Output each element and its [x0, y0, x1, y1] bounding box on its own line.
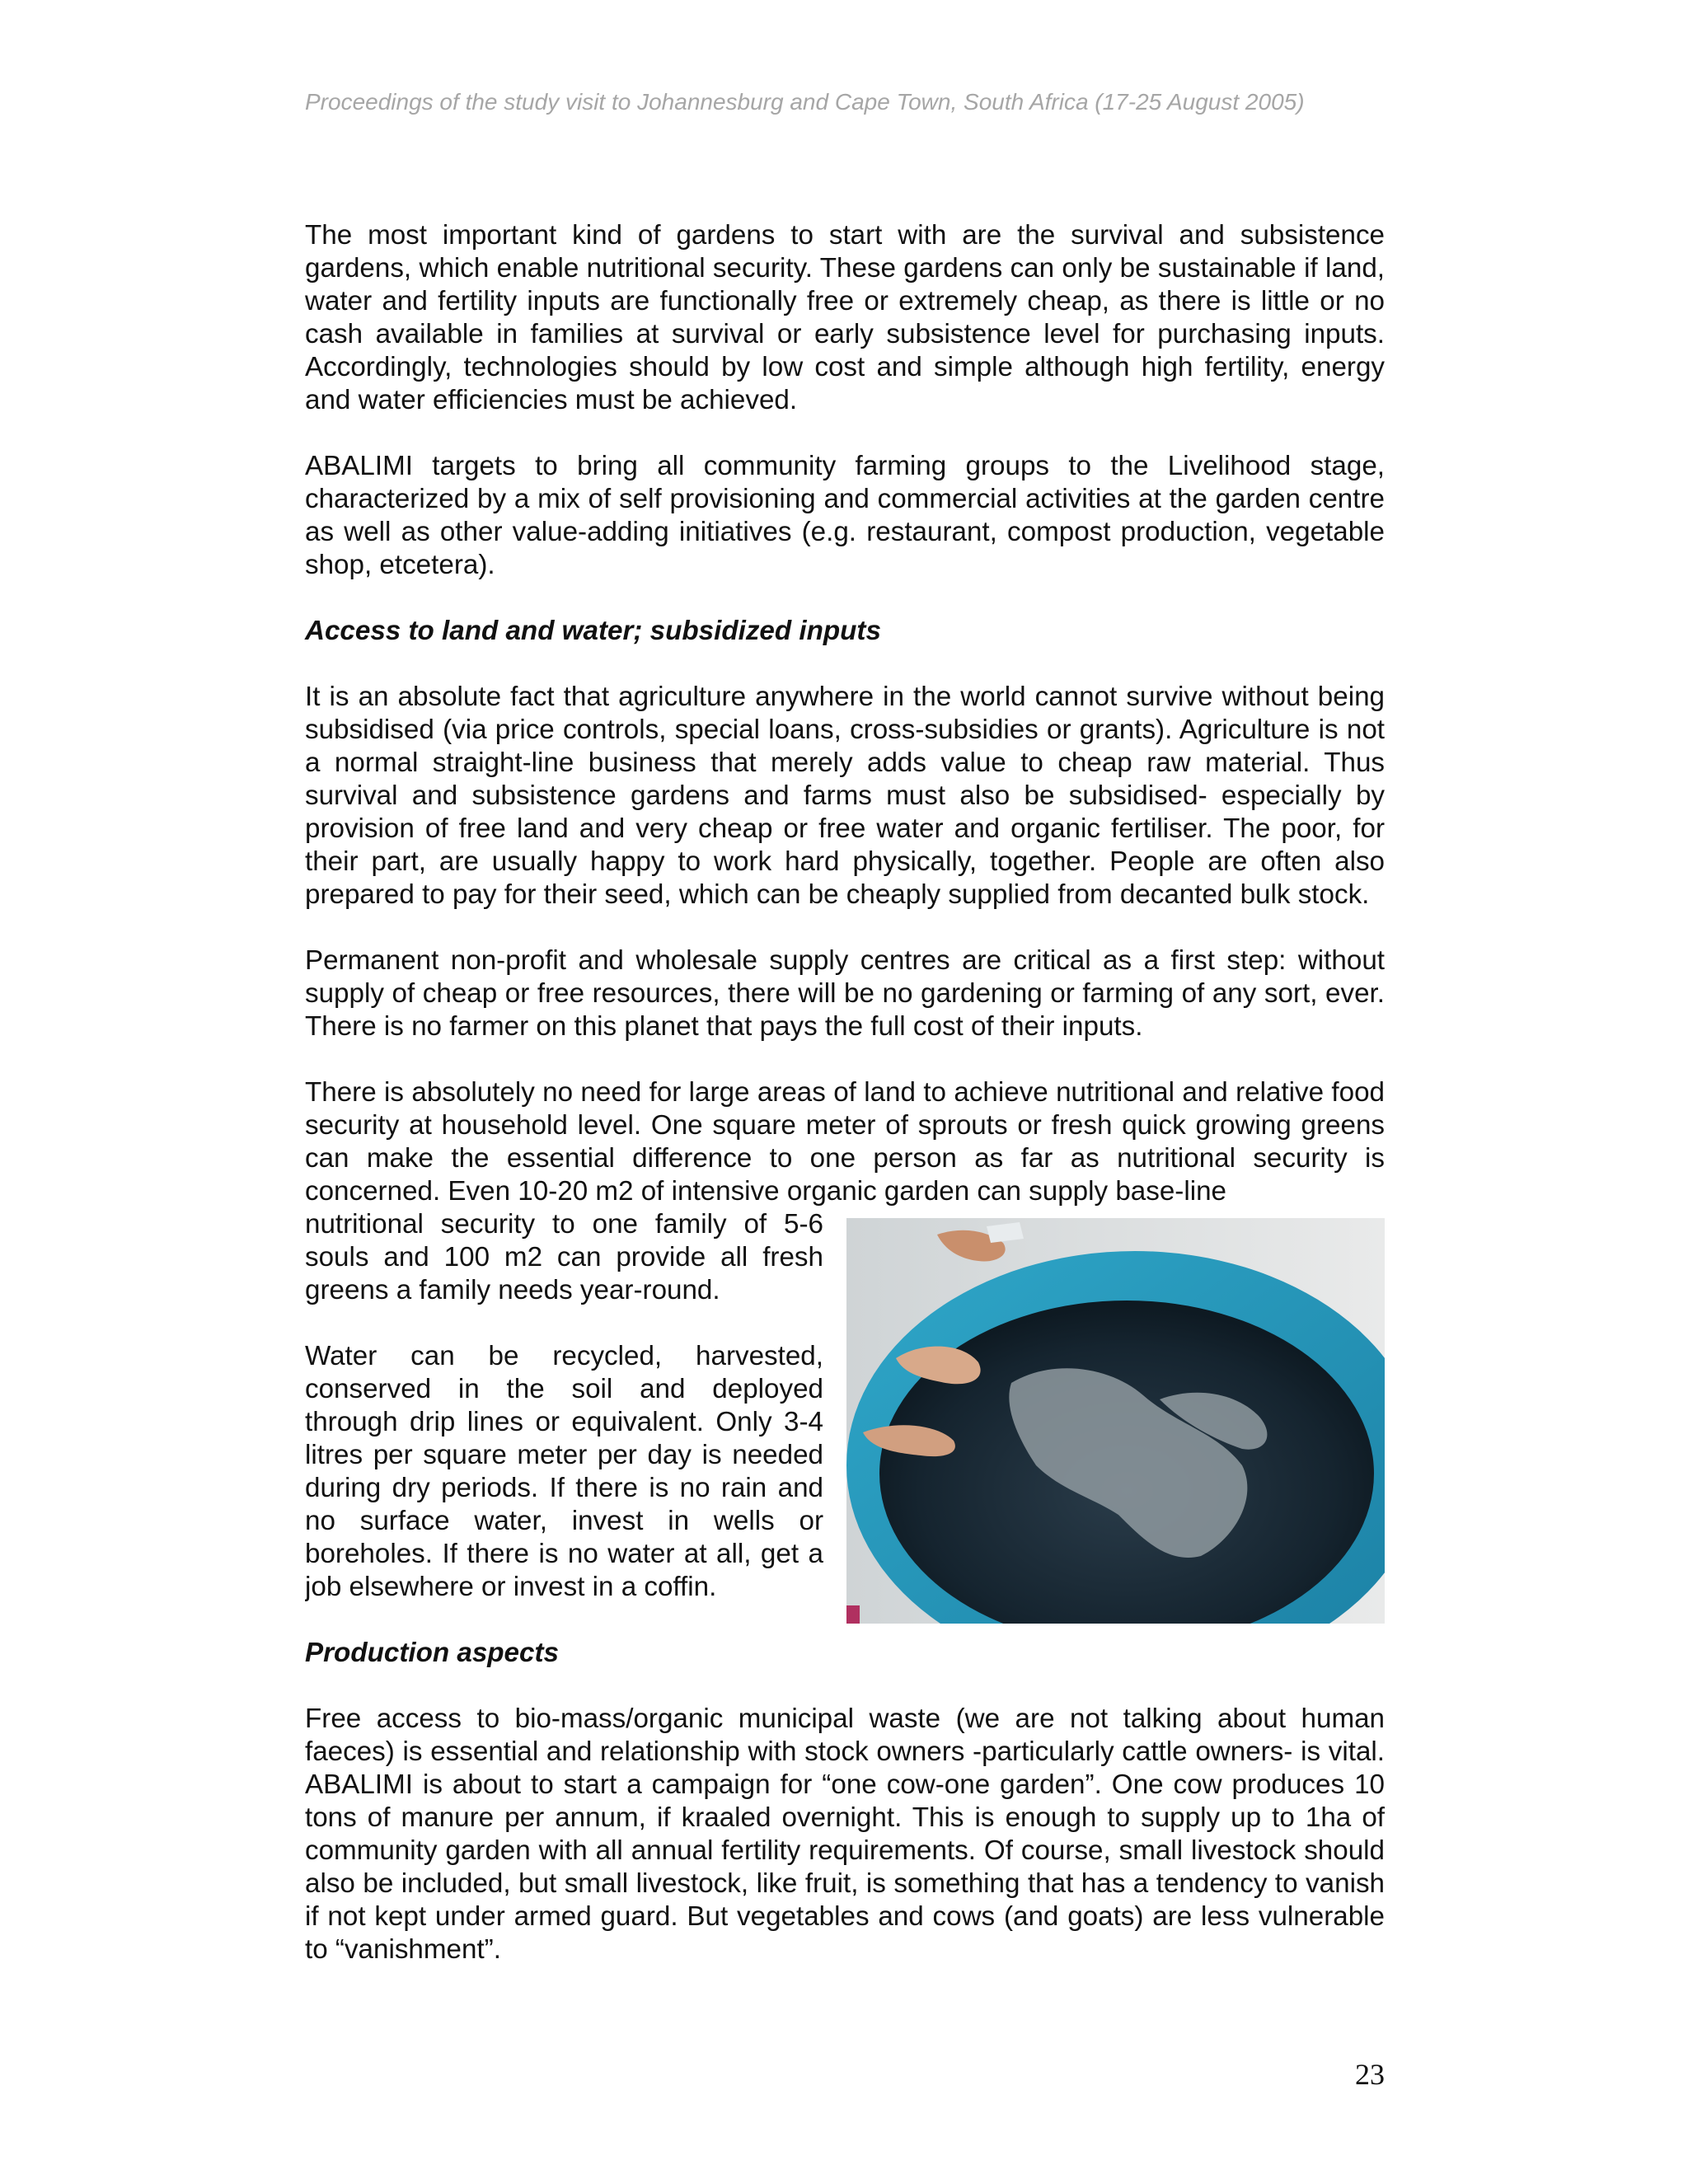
paragraph-land-area: nutritional security to one family of 5-6 souls and 100 m2 can provide all fresh greens a family needs year-round. [305, 1209, 823, 1305]
page-number: 23 [1355, 2058, 1385, 2091]
paragraph-survival-gardens: The most important kind of gardens to start with are the survival and subsistence gardens, which enable nutritional security. These gardens can only be sustainable if land, water and fertility inputs are functionally free or extremely cheap, as there is little or no cash available in families at survival or early subsistence level for purchasing inputs. Accordingly, technologies should by low cost and simple although high fertility, energy and water efficiencies must be achieved. [305, 220, 1385, 415]
water-barrel-photo [846, 1218, 1385, 1624]
paragraph-land-area-lead: There is absolutely no need for large areas of land to achieve nutritional and relative food security at household level. One square meter of sprouts or fresh quick growing greens can make the essential difference to one person as far as nutritional security is concerned. Even 10-20 m2 of intensive organic garden can supply base-line [305, 1077, 1385, 1207]
paragraph-subsidies: It is an absolute fact that agriculture anywhere in the world cannot survive without being subsidised (via price controls, special loans, cross-subsidies or grants). Agriculture is not a normal straight-line business that merely adds value to cheap raw material. Thus survival and subsistence gardens and farms must also be subsidised- especially by provision of free land and very cheap or free water and organic fertiliser. The poor, for their part, are usually happy to work hard physically, together. People are often also prepared to pay for their seed, which can be cheaply supplied from decanted bulk stock. [305, 682, 1385, 910]
body-text [305, 219, 1385, 1999]
section-heading-production: Production aspects [305, 1638, 559, 1668]
paragraph-supply-centres: Permanent non-profit and wholesale supply centres are critical as a first step: without supply of cheap or free resources, there will be no gardening or farming of any sort, ever. There is no farmer on this planet that pays the full cost of their inputs. [305, 945, 1385, 1042]
section-heading-access: Access to land and water; subsidized inputs [305, 616, 881, 646]
paragraph-water: Water can be recycled, harvested, conserved in the soil and deployed through drip lines or equivalent. Only 3-4 litres per square meter per day is needed during dry periods. If there is no rain and no surface water, invest in wells or boreholes. If there is no water at all, get a job elsewhere or invest in a coffin. [305, 1341, 823, 1602]
text-with-figure [305, 1076, 1385, 1637]
blue-water-barrel-photo [846, 1218, 1385, 1624]
running-header: Proceedings of the study visit to Johannesburg and Cape Town, South Africa (17-25 August 2005) [305, 89, 1305, 115]
paragraph-abalimi-targets: ABALIMI targets to bring all community farming groups to the Livelihood stage, characterized by a mix of self provisioning and commercial activities at the garden centre as well as other value-adding initiatives (e.g. restaurant, compost production, vegetable shop, etcetera). [305, 451, 1385, 580]
paragraph-production: Free access to bio-mass/organic municipal waste (we are not talking about human faeces) is essential and relationship with stock owners -particularly cattle owners- is vital. ABALIMI is about to start a campaign for “one cow-one garden”. One cow produces 10 tons of manure per annum, if kraaled overnight. This is enough to supply up to 1ha of community garden with all annual fertility requirements. Of course, small livestock should also be included, but small livestock, like fruit, is something that has a tendency to vanish if not kept under armed guard. But vegetables and cows (and goats) are less vulnerable to “vanishment”. [305, 1704, 1385, 1965]
